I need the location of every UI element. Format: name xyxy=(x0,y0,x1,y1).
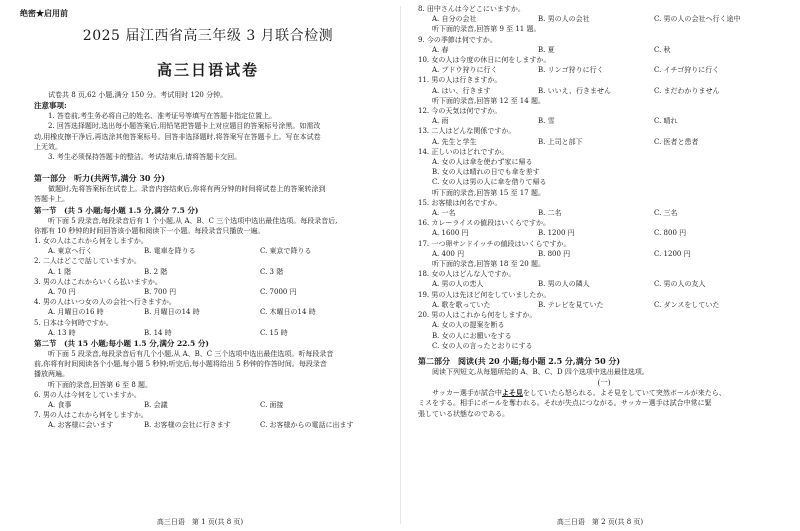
question-9 xyxy=(418,35,790,55)
passage-underlined-word: よそ見 xyxy=(501,388,523,398)
question-18 xyxy=(418,269,790,289)
question-text: 11. 男の人は行きますか。 xyxy=(418,76,502,85)
option-a: A. お客様に会います xyxy=(48,421,114,430)
option-b: B. いいえ、行きません xyxy=(538,86,612,95)
section2-desc: 前,你将有时间阅读各个小题,每小题 5 秒钟;听完后,每小题将给出 5 秒钟的作答时间。每段录音 xyxy=(34,360,327,369)
question-7 xyxy=(34,410,382,430)
passage-line: ミスをする。相手にボールを奪われる。それが失点につながる。サッカー選手は試合中常に緊 xyxy=(418,399,712,408)
option-b: B. 夏 xyxy=(538,45,555,54)
part1-desc: 做题时,先将答案标在试卷上。录音内容结束后,你将有两分钟的时间将试卷上的答案转涂到 xyxy=(48,185,326,194)
section2-heading: 第二节 (共 15 小题;每小题 1.5 分,满分 22.5 分) xyxy=(34,339,209,349)
question-19 xyxy=(418,290,790,310)
option-c: C. 晴れ xyxy=(654,117,678,126)
option-b: B. 700 円 xyxy=(144,288,177,297)
note-line: 3. 考生必须保持答题卡的整洁。考试结束后,请将答题卡交回。 xyxy=(48,153,242,162)
note-line: 2. 回答选择题时,选出每小题答案后,用铅笔把答题卡上对应题目的答案标号涂黑。如需改 xyxy=(48,122,321,131)
question-text: 10. 女の人は今度の休日に何をしますか。 xyxy=(418,56,551,65)
option-a: A. 歌を歌っていた xyxy=(432,300,491,309)
exam-title: 2025 届江西省高三年级 3 月联合检测 xyxy=(82,28,334,44)
passage-text: をしていたら怒られる。よそ見をしていて突然ボールが来たら、 xyxy=(522,389,726,398)
question-text: 7. 男の人はこれから何をしますか。 xyxy=(34,411,148,420)
page-footer-right: 高三日语 第 2 页(共 8 页) xyxy=(556,518,644,526)
section1-heading: 第一节 (共 5 小题;每小题 1.5 分,满分 7.5 分) xyxy=(34,205,199,215)
option-c: C. 三名 xyxy=(654,209,678,218)
option-c: C. 秋 xyxy=(654,45,671,54)
question-20 xyxy=(418,310,790,351)
option-b: B. テレビを見ていた xyxy=(538,300,604,309)
question-text: 18. 女の人はどんな人ですか。 xyxy=(418,270,516,279)
question-text: 4. 男の人はいつ女の人の会社へ行きますか。 xyxy=(34,298,176,307)
question-text: 13. 二人はどんな関係ですか。 xyxy=(418,127,516,136)
section2-desc: 播放两遍。 xyxy=(34,370,69,379)
question-text: 3. 男の人はこれからいくら払いますか。 xyxy=(34,277,162,286)
part2-desc: 阅读下列短文,从每题所给的 A、B、C、D 四个选项中选出最佳选项。 xyxy=(432,367,649,376)
option-a: A. 70 円 xyxy=(48,288,76,297)
option-c: C. 男の人の会社へ行く途中 xyxy=(654,15,741,24)
option-b: B. 二名 xyxy=(538,209,562,218)
option-b: B. 月曜日の14 時 xyxy=(144,308,200,317)
option-c: C. 女の人は男の人に傘を借りて帰る xyxy=(432,178,547,187)
question-11 xyxy=(418,75,790,95)
passage-line xyxy=(418,388,790,398)
option-a: A. 1 階 xyxy=(48,267,72,276)
option-b: B. 雪 xyxy=(538,117,555,126)
option-a: A. 一名 xyxy=(432,209,456,218)
part1-heading: 第一部分 听力(共两节,满分 30 分) xyxy=(34,173,166,184)
confidential-mark: 绝密★启用前 xyxy=(20,8,68,18)
option-a: A. 東京へ行く xyxy=(48,247,93,256)
question-text: 19. 男の人は先ほど何をしていましたか。 xyxy=(418,290,551,299)
question-10 xyxy=(418,55,790,75)
option-a: A. 先生と学生 xyxy=(432,137,477,146)
option-c: C. 東京で降りる xyxy=(260,247,312,256)
option-c: C. お客様からの電話に出ます xyxy=(260,421,354,430)
passage-line: 張している状態なのである。 xyxy=(418,409,509,418)
part2-heading: 第二部分 阅读(共 20 小题;每小题 2.5 分,满分 50 分) xyxy=(418,355,621,366)
option-b: B. 女の人にお願いをする xyxy=(432,331,512,340)
option-b: B. 2 階 xyxy=(144,267,168,276)
listen-instruction: 听下面的录音,回答第 18 至 20 题。 xyxy=(432,260,545,269)
passage-number: (一) xyxy=(597,378,611,388)
option-c: C. 3 階 xyxy=(260,267,284,276)
question-text: 17. 一つ卵サンドイッチの値段はいくらですか。 xyxy=(418,239,571,248)
option-b: B. 800 円 xyxy=(538,249,571,258)
listen-instruction: 听下面的录音,回答第 6 至 8 题。 xyxy=(48,380,153,389)
page-footer-left: 高三日语 第 1 页(共 8 页) xyxy=(156,518,244,526)
question-text: 12. 今の天気は何ですか。 xyxy=(418,107,502,116)
option-a: A. 男の人の恋人 xyxy=(432,280,484,289)
question-1 xyxy=(34,236,382,256)
section1-desc: 你都有 10 秒钟的时间回答该小题和阅读下一小题。每段录音只播放一遍。 xyxy=(34,226,265,235)
option-b: B. 上司と部下 xyxy=(538,137,583,146)
question-text: 14. 正しいのはどれですか。 xyxy=(418,147,509,156)
option-a: A. 女の人の提案を断る xyxy=(432,321,505,330)
question-text: 20. 男の人はこれから何をしますか。 xyxy=(418,311,537,320)
option-c: C. 7000 円 xyxy=(260,288,297,297)
passage-text: サッカー選手が試合中 xyxy=(432,389,502,398)
option-c: C. 男の人の友人 xyxy=(654,280,706,289)
question-3 xyxy=(34,277,382,297)
option-c: C. まだわかりません xyxy=(654,86,720,95)
subject-title: 高三日语试卷 xyxy=(156,61,259,79)
question-8 xyxy=(418,4,790,24)
question-4 xyxy=(34,297,382,317)
question-text: 16. カレーライスの値段はいくらですか。 xyxy=(418,219,551,228)
option-a: A. 1600 円 xyxy=(432,229,469,238)
option-c: C. ダンスをしていた xyxy=(654,300,720,309)
option-b: B. 女の人は晴れの日でも傘を差す xyxy=(432,168,540,177)
option-b: B. 14 時 xyxy=(144,328,172,337)
question-6 xyxy=(34,390,382,410)
option-c: C. 1200 円 xyxy=(654,249,691,258)
listen-instruction: 听下面的录音,回答第 9 至 11 题。 xyxy=(432,25,541,34)
question-text: 6. 男の人は今何をしていますか。 xyxy=(34,390,141,399)
listen-instruction: 听下面的录音,回答第 15 至 17 题。 xyxy=(432,188,545,197)
option-a: A. 13 時 xyxy=(48,328,76,337)
question-text: 9. 今の季節は何ですか。 xyxy=(418,35,497,44)
note-line: 动,用橡皮擦干净后,再选涂其他答案标号。回答非选择题时,将答案写在答题卡上。写在本试卷 xyxy=(34,132,321,141)
option-a: A. はい、行きます xyxy=(432,86,491,95)
question-5 xyxy=(34,318,382,338)
option-a: A. 女の人は傘を使わず家に帰る xyxy=(432,158,533,167)
option-a: A. ブドウ狩りに行く xyxy=(432,66,498,75)
option-c: C. 女の人の言ったとおりにする xyxy=(432,341,533,350)
option-b: B. 1200 円 xyxy=(538,229,575,238)
notes-heading: 注意事项: xyxy=(34,101,67,111)
question-2 xyxy=(34,256,382,276)
option-a: A. 月曜日の16 時 xyxy=(48,308,104,317)
option-c: C. イチゴ狩りに行く xyxy=(654,66,720,75)
option-c: C. 面接 xyxy=(260,401,284,410)
section2-desc: 听下面 5 段录音,每段录音后有几个小题,从 A、B、C 三个选项中选出最佳选项。听每段录音 xyxy=(48,350,334,359)
question-16 xyxy=(418,218,790,238)
option-a: A. 雨 xyxy=(432,117,449,126)
option-c: C. 15 時 xyxy=(260,328,288,337)
section1-desc: 听下面 5 段录音,每段录音后有 1 个小题,从 A、B、C 三个选项中选出最佳选项。每段录音后, xyxy=(48,216,338,225)
option-a: A. 食事 xyxy=(48,401,72,410)
question-14 xyxy=(418,147,790,188)
option-b: B. 会議 xyxy=(144,401,168,410)
option-b: B. 男の人の会社 xyxy=(538,15,590,24)
option-a: A. 春 xyxy=(432,45,449,54)
right-page xyxy=(400,0,800,531)
question-13 xyxy=(418,126,790,146)
question-text: 1. 女の人はこれから何をしますか。 xyxy=(34,237,148,246)
question-text: 5. 日本は今何時ですか。 xyxy=(34,318,113,327)
option-c: C. 医者と患者 xyxy=(654,137,699,146)
option-a: A. 400 円 xyxy=(432,249,465,258)
option-b: B. リンゴ狩りに行く xyxy=(538,66,604,75)
part1-desc: 答题卡上。 xyxy=(34,195,69,204)
question-15 xyxy=(418,198,790,218)
option-a: A. 自分の会社 xyxy=(432,15,477,24)
exam-intro: 试卷共 8 页,62 小题,满分 150 分。考试用时 120 分钟。 xyxy=(48,91,228,99)
question-12 xyxy=(418,106,790,126)
note-line: 上无效。 xyxy=(34,142,62,151)
question-text: 15. お客様は何名ですか。 xyxy=(418,198,502,207)
question-text: 8. 田中さんは今どこにいますか。 xyxy=(418,5,525,13)
option-b: B. お客様の会社に行きます xyxy=(144,421,231,430)
option-c: C. 木曜日の14 時 xyxy=(260,308,316,317)
question-text: 2. 二人はどこで話していますか。 xyxy=(34,257,141,266)
option-c: C. 800 円 xyxy=(654,229,687,238)
option-b: B. 男の人の隣人 xyxy=(538,280,590,289)
option-b: B. 電車を降りる xyxy=(144,247,196,256)
question-17 xyxy=(418,239,790,259)
note-line: 1. 答卷前,考生务必将自己的姓名、准考证号等填写在答题卡指定位置上。 xyxy=(48,112,277,121)
listen-instruction: 听下面的录音,回答第 12 至 14 题。 xyxy=(432,96,545,105)
